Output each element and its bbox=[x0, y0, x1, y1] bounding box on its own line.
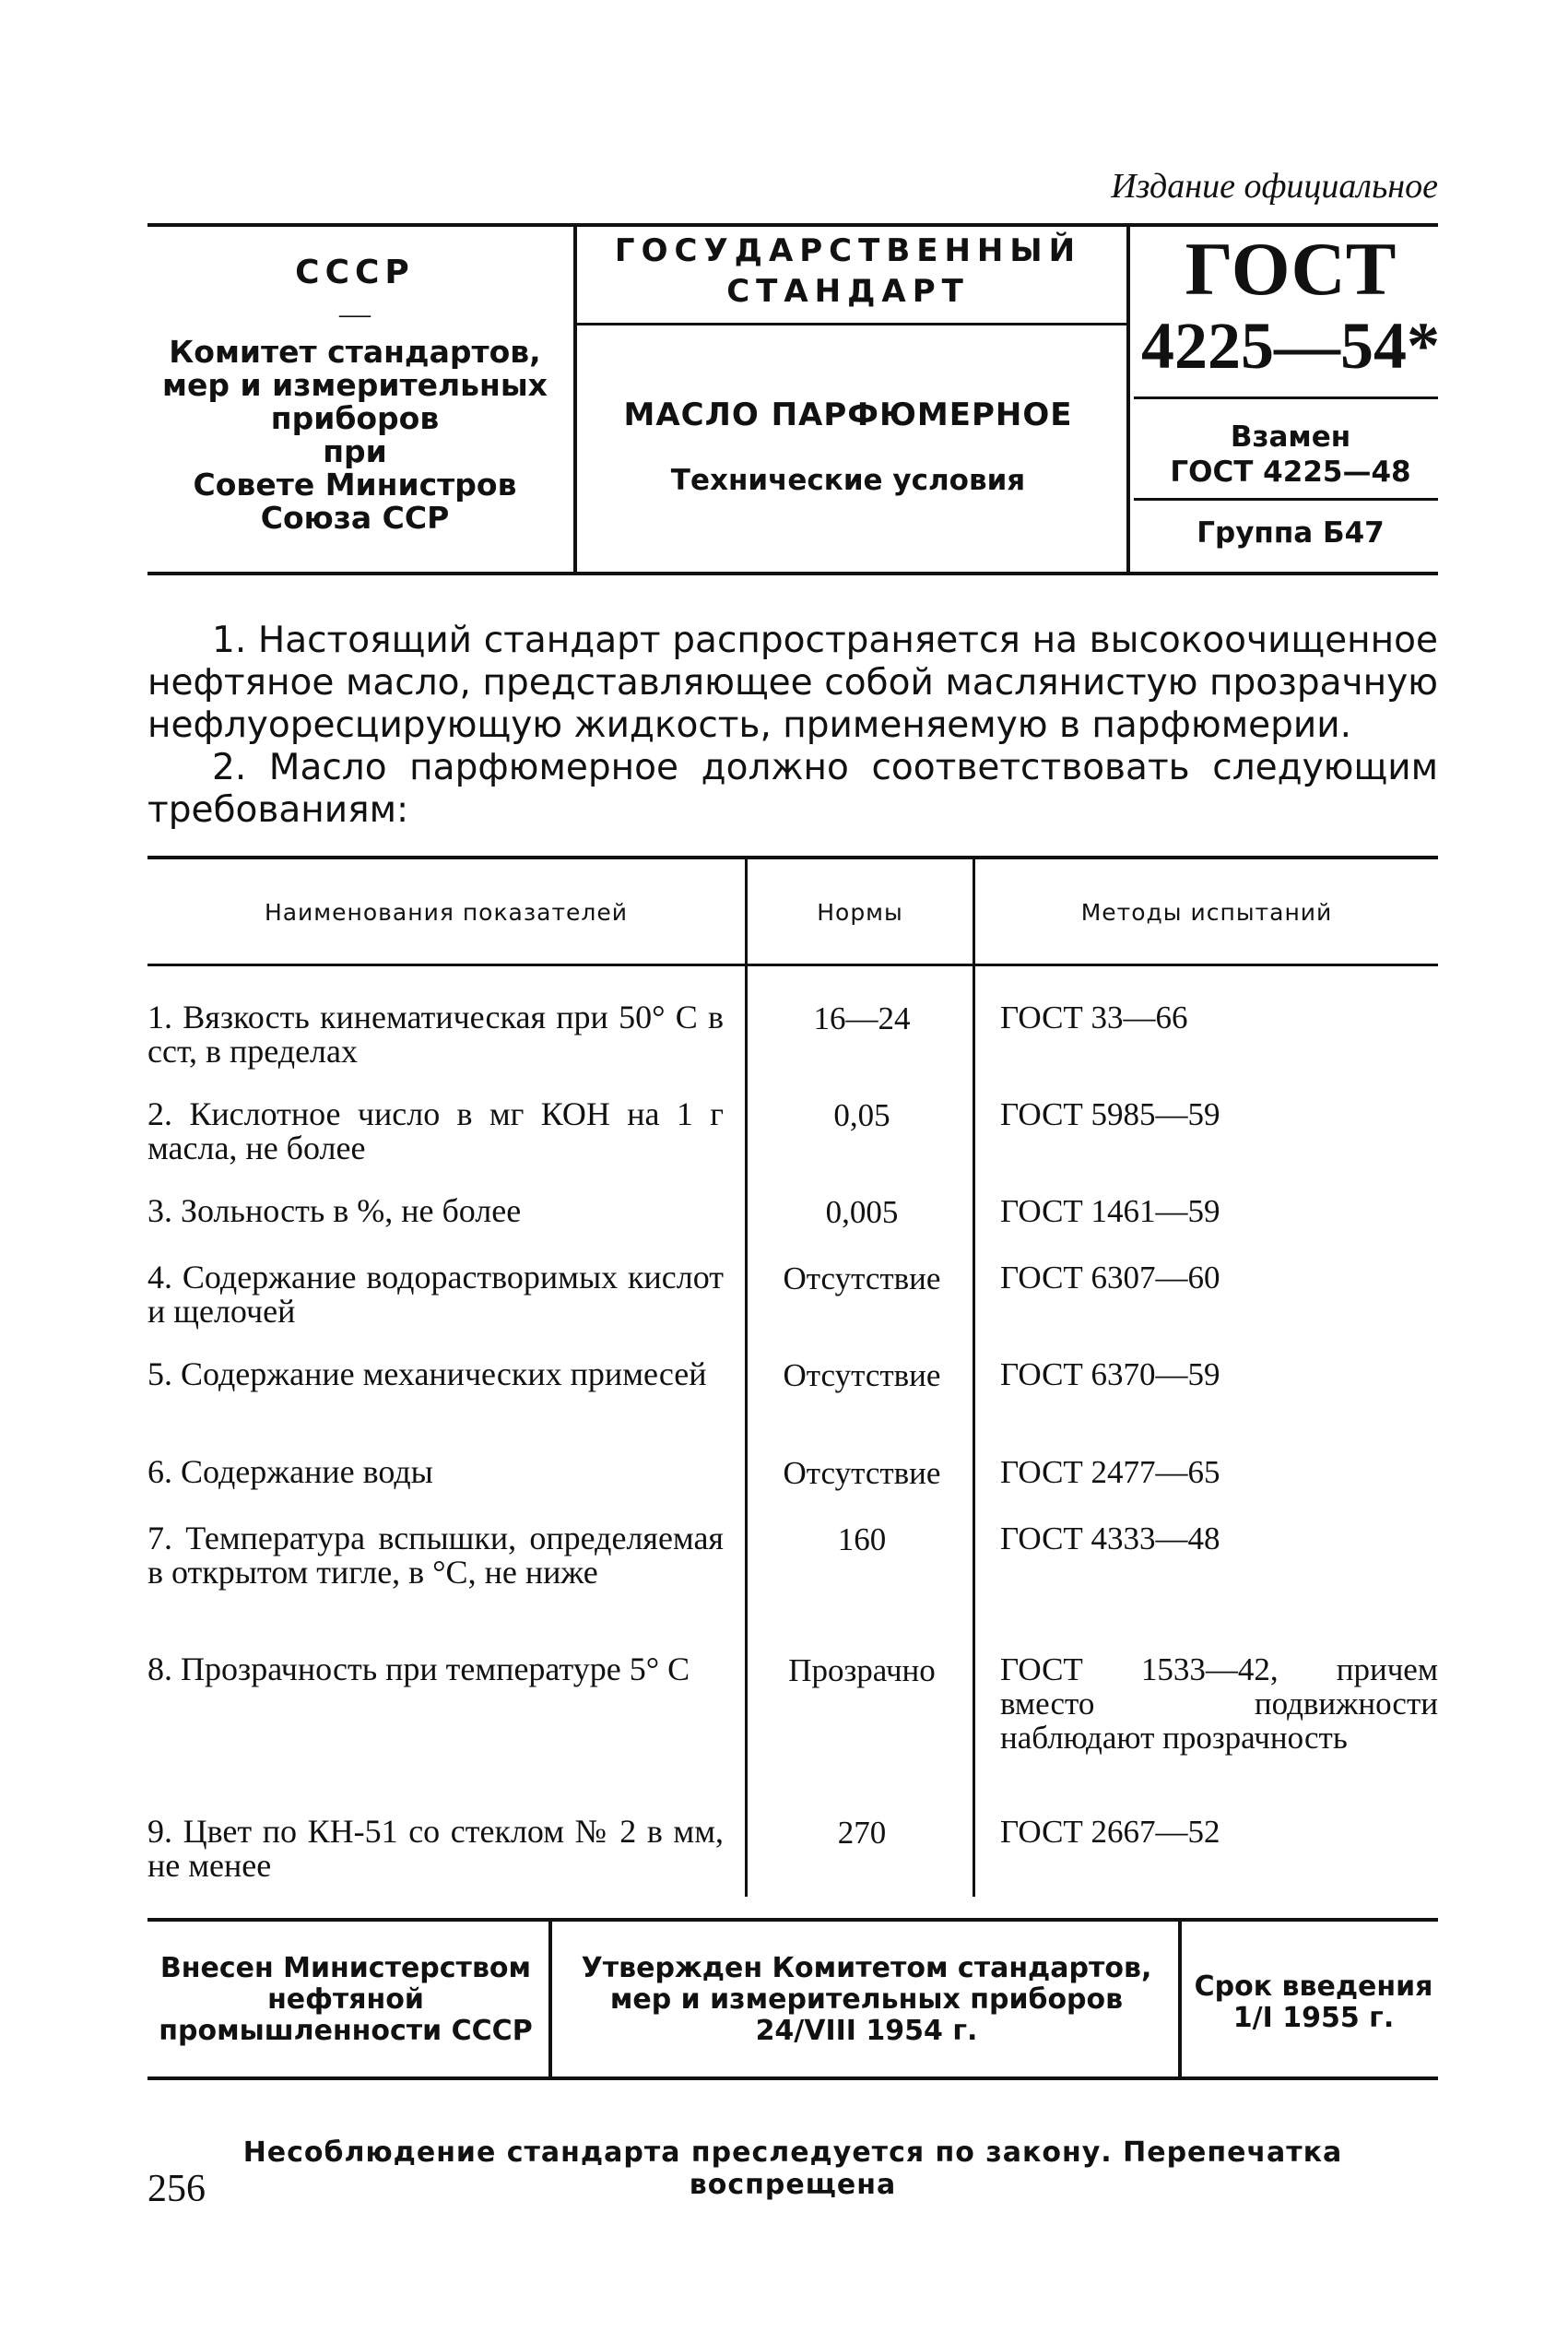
requirements-intro: 2. Масло парфюмерное должно соответствовать следующим требованиям: bbox=[147, 747, 1438, 831]
committee-name bbox=[152, 336, 558, 535]
row-method: ГОСТ 4333—48 bbox=[1000, 1520, 1220, 1556]
header-right-rule-2 bbox=[1134, 498, 1438, 501]
committee-line: Комитет стандартов, bbox=[169, 334, 541, 370]
country-dash: — bbox=[339, 297, 371, 331]
row-norm: Отсутствие bbox=[783, 1455, 941, 1491]
state-standard-line: СТАНДАРТ bbox=[726, 273, 970, 310]
row-norm: 160 bbox=[837, 1521, 887, 1557]
row-name: 2. Кислотное число в мг КОН на 1 г масла, не более bbox=[147, 1095, 724, 1166]
header-right-rule-1 bbox=[1134, 396, 1438, 399]
row-name: 9. Цвет по КН-51 со стеклом № 2 в мм, не менее bbox=[147, 1813, 724, 1884]
row-method: ГОСТ 6307—60 bbox=[1000, 1260, 1220, 1296]
row-norm: 0,005 bbox=[825, 1194, 899, 1230]
replaces-standard bbox=[1134, 420, 1447, 490]
approved-line: Утвержден Комитетом стандартов, bbox=[581, 1952, 1152, 1984]
legal-notice: Несоблюдение стандарта преследуется по закону. Перепечатка воспрещена bbox=[242, 2136, 1343, 2201]
row-name: 6. Содержание воды bbox=[147, 1453, 433, 1490]
row-name: 5. Содержание механических примесей bbox=[147, 1355, 707, 1392]
table-top-rule bbox=[147, 856, 1438, 859]
committee-line: Союза ССР bbox=[260, 500, 450, 536]
introduced-line: нефтяной bbox=[267, 1983, 424, 2016]
row-method: ГОСТ 2477—65 bbox=[1000, 1454, 1220, 1490]
row-norm: Отсутствие bbox=[783, 1357, 941, 1393]
approved-line: 24/VIII 1954 г. bbox=[755, 2015, 978, 2047]
document-subtitle: Технические условия bbox=[670, 464, 1026, 497]
issuing-authority bbox=[152, 254, 558, 535]
row-name: 3. Зольность в %, не более bbox=[147, 1192, 522, 1229]
footer-top-rule bbox=[147, 1918, 1438, 1922]
table-header-norm: Нормы bbox=[817, 899, 903, 926]
row-method: ГОСТ 6370—59 bbox=[1000, 1356, 1220, 1392]
row-name: 1. Вязкость кинематическая при 50° С в сст, в пределах bbox=[147, 999, 724, 1070]
edition-label: Издание официальное bbox=[1111, 167, 1438, 206]
country-label: СССР bbox=[295, 254, 415, 291]
row-norm: Прозрачно bbox=[788, 1652, 936, 1688]
committee-line: Совете Министров bbox=[193, 467, 517, 503]
header-mid-rule bbox=[575, 323, 1126, 325]
row-name: 7. Температура вспышки, определяемая в открытом тигле, в °С, не ниже bbox=[147, 1520, 724, 1591]
committee-line: при bbox=[323, 433, 387, 469]
header-divider-right bbox=[1126, 225, 1130, 574]
table-header-rule bbox=[147, 964, 1438, 966]
row-norm: 0,05 bbox=[833, 1097, 890, 1133]
approved-line: мер и измерительных приборов bbox=[609, 1983, 1124, 2016]
group-code: Группа Б47 bbox=[1197, 516, 1385, 550]
footer-divider-left bbox=[548, 1922, 552, 2077]
committee-line: мер и измерительных bbox=[162, 367, 548, 403]
row-method: ГОСТ 1461—59 bbox=[1000, 1193, 1220, 1229]
row-norm: Отсутствие bbox=[783, 1260, 941, 1296]
gost-label: ГОСТ bbox=[1185, 227, 1397, 311]
table-header-method: Методы испытаний bbox=[1080, 899, 1333, 926]
replaces-line: ГОСТ 4225—48 bbox=[1170, 456, 1411, 489]
row-method: ГОСТ 2667—52 bbox=[1000, 1814, 1220, 1850]
row-method: ГОСТ 1533—42, причем вместо подвижности наблюдают прозрачность bbox=[1000, 1651, 1438, 1756]
approved-by bbox=[562, 1953, 1171, 2047]
row-norm: 16—24 bbox=[813, 1000, 911, 1036]
header-divider-left bbox=[573, 225, 577, 574]
state-standard-line: ГОСУДАРСТВЕННЫЙ bbox=[614, 232, 1082, 269]
introduced-line: Внесен Министерством bbox=[159, 1952, 532, 1984]
table-col-divider-1 bbox=[745, 859, 748, 1897]
effective-line: 1/I 1955 г. bbox=[1232, 2002, 1395, 2034]
state-standard-label bbox=[581, 231, 1115, 312]
introduced-by bbox=[147, 1953, 544, 2047]
scope-paragraph: 1. Настоящий стандарт распространяется на высокоочищенное нефтяное масло, представляющее собой маслянистую прозрачную нефлуоресцирующую жидкость, применяемую в парфюмерии. bbox=[147, 620, 1438, 746]
row-name: 8. Прозрачность при температуре 5° С bbox=[147, 1651, 690, 1687]
page-number: 256 bbox=[147, 2168, 206, 2210]
row-method: ГОСТ 5985—59 bbox=[1000, 1096, 1220, 1132]
header-bottom-rule bbox=[147, 572, 1438, 575]
product-title: МАСЛО ПАРФЮМЕРНОЕ bbox=[623, 396, 1073, 433]
effective-date bbox=[1185, 1971, 1443, 2034]
effective-line: Срок введения bbox=[1194, 1970, 1433, 2003]
gost-number: 4225—54* bbox=[1141, 309, 1440, 383]
introduced-line: промышленности СССР bbox=[159, 2015, 533, 2047]
footer-bottom-rule bbox=[147, 2077, 1438, 2080]
row-norm: 270 bbox=[837, 1815, 887, 1851]
row-method: ГОСТ 33—66 bbox=[1000, 1000, 1188, 1035]
replaces-line: Взамен bbox=[1230, 420, 1351, 454]
table-header-name: Наименования показателей bbox=[264, 899, 629, 926]
footer-divider-right bbox=[1178, 1922, 1182, 2077]
committee-line: приборов bbox=[270, 400, 440, 436]
row-name: 4. Содержание водорастворимых кислот и щелочей bbox=[147, 1259, 724, 1330]
table-col-divider-2 bbox=[973, 859, 975, 1897]
